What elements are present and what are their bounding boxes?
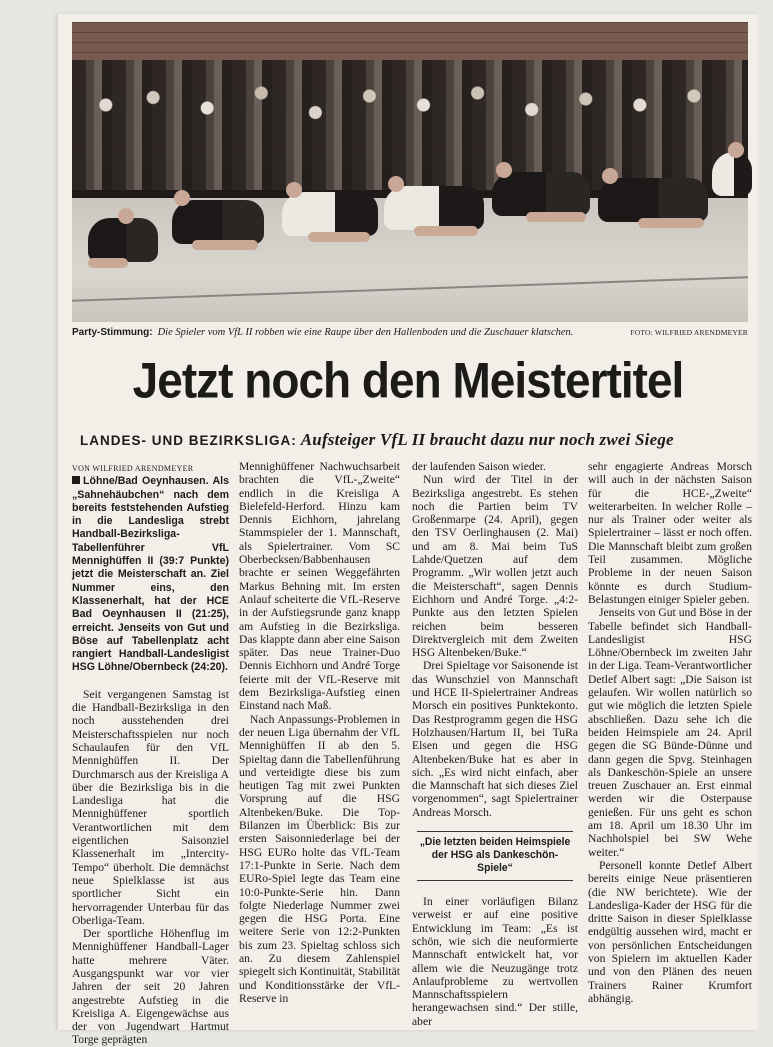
paragraph: In einer vorläufigen Bilanz verweist er auf eine positive Entwicklung im Team: „Es ist schön, wie sich die neuformierte Mannschaft entwickelt hat, vor allem wie die Neuzugänge trotz Anlaufprobleme zu wertvollen Mannschaftsspielern herangewachsen sind.“ Der stille, aber: [412, 895, 578, 1028]
photo-caption: [72, 327, 748, 338]
player: [712, 152, 752, 196]
paragraph: Drei Spieltage vor Saisonende ist das Wunschziel von Mannschaft und HCE II-Spielertrainer Andreas Morsch ein positives Punktekonto. Das Restprogramm gegen die HSG Holzhausen/Hartum II, bei TuRa Elsen und gegen die HSG Altenbeken/Buke hat es aber in sich. „Es wird nicht einfach, aber die Mannschaft hat sich dieses Ziel vorgenommen“, sagt Spielertrainer Andreas Morsch.: [412, 659, 578, 819]
article-column-4: [588, 460, 752, 1005]
kicker: [80, 430, 750, 450]
paragraph: Mennighüffener Nachwuchsarbeit brachten die VfL-„Zweite“ endlich in die Kreisliga A Bielefeld-Herford. Hinzu kam Dennis Eichhorn, jahrelang Stammspieler der 1. Mannschaft, als Spielertrainer. Vom SC Oberbecksen/Babbenhausen brachte er seinen Weggefährten Markus Behning mit. Im ersten Anlauf scheiterte die VfL-Reserve in der Aufstiegsrunde ganz knapp am Aufstieg in die Bezirksliga. Das klappte dann aber eine Saison später. Das neue Trainer-Duo Dennis Eichhorn und André Torge feierte mit der VfL-Reserve mit dem Bezirksliga-Aufstieg einen Einstand nach Maß.: [239, 460, 400, 713]
paragraph: Nach Anpassungs-Problemen in der neuen Liga übernahm der VfL Mennighüffen II ab den 5. Spieltag dann die Tabellenführung und verteidigte diese bis zum heutigen Tag mit zwei Punkten Vorsprung auf die HSG Altenbeken/Buke. Die Top-Bilanzen im Überblick: Bis zur ersten Saisonniederlage bei der HSG EURo holte das VfL-Team 17:1-Punkte in Serie. Nach dem EURo-Spiel legte das Team eine 10:0-Punkte-Serie hin. Dann folgte Niederlage Nummer zwei gegen die HSG Porta. Eine weitere Serie von 12:2-Punkten bis zum 23. Spieltag schloss sich an. Zu diesem Zahlenspiel spiegelt sich Kontinuität, Stabilität und Konditionsstärke der VfL-Reserve in: [239, 712, 401, 1005]
player: [88, 218, 158, 262]
article-column-2: [239, 460, 400, 1005]
bullet-square-icon: [72, 476, 80, 484]
paragraph: Jenseits von Gut und Böse in der Tabelle befindet sich Handball-Landesligist HSG Löhne/Obernbeck im zweiten Jahr in der Liga. Team-Verantwortlicher Detlef Albert sagt: „Die Saison ist gelaufen. Wir wollen natürlich so gut wie möglich die letzten Spiele abschließen. Dazu sehe ich die beiden Heimspiele am 24. April gegen die SG Bünde-Dünne und dann gegen die Spvg. Steinhagen als Dankeschön-Spiele an unsere treuen Zuschauer an. Erst einmal werden wir die Osterpause genießen. Für uns geht es schon am 18. April um 18.30 Uhr im Nachholspiel bei SW Wehe weiter.“: [588, 606, 752, 859]
player: [384, 186, 484, 230]
kicker-label: LANDES- UND BEZIRKSLIGA:: [80, 433, 297, 448]
player: [492, 172, 590, 216]
paragraph: Seit vergangenen Samstag ist die Handball-Bezirksliga in den noch ausstehenden drei Meisterschaftsspielen nur noch Schaulaufen für den VfL Mennighüffen II. Der Durchmarsch aus der Kreisliga A über die Bezirksliga bis in die Landesliga hat die Mennighüffener sportlich Verantwortlichen mit dem eigentlichen Saisonziel Klassenerhalt im „Intercity-Tempo“ überholt. Die demnächst neue Spielklasse ist aus sportlicher Sicht ein hervorragender Unterbau für das Oberliga-Team.: [72, 687, 229, 927]
player: [598, 178, 708, 222]
teaser: [72, 475, 229, 674]
byline: VON WILFRIED ARENDMEYER: [72, 464, 194, 473]
player: [282, 192, 378, 236]
headline: Jetzt noch den Meistertitel: [132, 351, 684, 409]
paragraph: sehr engagierte Andreas Morsch will auch in der nächsten Saison für die HCE-„Zweite“ weiterarbeiten. In welcher Rolle – nur als Trainer oder weiter als Spielertrainer – lässt er noch offen. Die Mannschaft bleibt zum großen Teil zusammen. Mögliche Probleme in der neuen Saison könnte es durch Studium-Belastungen einiger Spieler geben.: [588, 460, 752, 606]
subheading: „Die letzten beiden Heimspiele der HSG als Dankeschön-Spiele“: [417, 831, 573, 881]
paragraph: Der sportliche Höhenflug im Mennighüffener Handball-Lager hatte mehrere Väter. Ausgangspunkt war vor vier Jahren der seit 20 Jahren angestrebte Aufstieg in die Kreisliga A. Eigengewächse aus der von Jugendwart Hartmut Torge geprägten: [72, 927, 229, 1047]
paragraph: der laufenden Saison wieder.: [412, 460, 546, 473]
article-column-3: [412, 460, 578, 1028]
teaser-text: Löhne/Bad Oeynhausen. Als „Sahnehäubchen“ nach dem bereits feststehenden Aufstieg in die Landesliga strebt Handball-Bezirksliga-Tabellenführer VfL Mennighüffen II (39:7 Punkte) jetzt die Meisterschaft an. Ziel Nummer eins, den Klassenerhalt, hat der HCE Bad Oeynhausen II (21:25), erreicht. Jenseits von Gut und Böse auf Tabellenplatz acht rangiert Handball-Landesligist HSG Löhne/Obernbeck (24:20).: [72, 475, 229, 674]
article-column-1: [72, 462, 229, 1047]
paragraph: Personell konnte Detlef Albert bereits einige Neue präsentieren (die NW berichtete). Wie der Landesliga-Kader der HSG für die dritte Saison in dieser Spielklasse endgültig aussehen wird, macht er von persönlichen Entscheidungen von Spielern im aktuellen Kader und von den Plänen des neuen Trainers Rainer Krumfort abhängig.: [588, 858, 752, 1005]
newspaper-clipping: [58, 14, 758, 1047]
player: [172, 200, 264, 244]
caption-lead: Party-Stimmung:: [72, 327, 153, 338]
paragraph: Nun wird der Titel in der Bezirksliga angestrebt. Es stehen noch die Partien beim TV Großenmarpe (24. April), gegen den TSV Oerlinghausen (2. Mai) und am 8. Mai beim TuS Lahde/Quetzen auf dem Programm. „Wir wollen jetzt auch die Meisterschaft“, sagen Dennis Eichhorn und André Torge. „4:2-Punkte aus den letzten Spielen reichen beim besseren Direktvergleich mit dem Zweiten HSG Altenbeken/Buke.“: [412, 473, 578, 660]
kicker-subtitle: Aufsteiger VfL II braucht dazu nur noch zwei Siege: [300, 430, 674, 449]
photo-credit: FOTO: WILFRIED ARENDMEYER: [630, 328, 748, 337]
caption-text: Die Spieler vom VfL II robben wie eine Raupe über den Hallenboden und die Zuschauer klatschen.: [157, 327, 574, 338]
team-photo: [72, 22, 748, 322]
